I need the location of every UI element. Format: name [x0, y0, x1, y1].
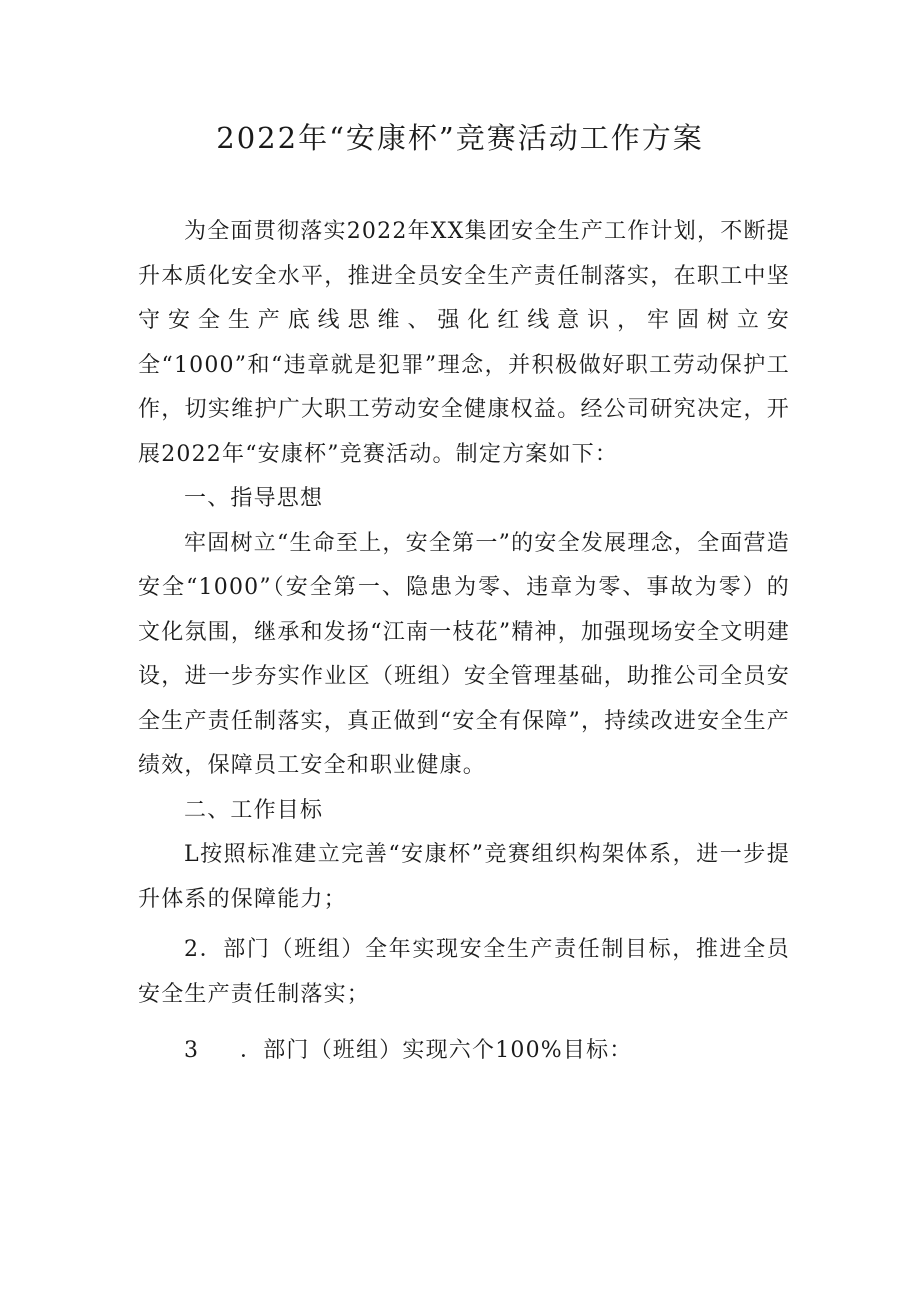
guiding-ideology-paragraph: 牢固树立“生命至上，安全第一”的安全发展理念，全面营造安全“1000”（安全第一、隐患为零、违章为零、事故为零）的文化氛围，继承和发扬“江南一枝花”精神，加强现场安全文明建设，进一步夯实作业区（班组）安全管理基础，助推公司全员安全生产责任制落实，真正做到“安全有保障”，持续改进安全生产绩效，保障员工安全和职业健康。 [138, 530, 790, 778]
goal-item-3 [138, 1029, 790, 1074]
goal-item-3-text: ．部门（班组）实现六个100%目标： [240, 1038, 633, 1063]
goal-item-3-number: 3 [184, 1038, 200, 1063]
goal-item-2: 2．部门（班组）全年实现安全生产责任制目标，推进全员安全生产责任制落实； [138, 937, 790, 1007]
section-heading-guiding-ideology: 一、指导思想 [184, 486, 324, 511]
intro-paragraph: 为全面贯彻落实2022年XX集团安全生产工作计划，不断提升本质化安全水平，推进全员安全生产责任制落实，在职工中坚守安全生产底线思维、强化红线意识，牢固树立安全“1000”和“违章就是犯罪”理念，并积极做好职工劳动保护工作，切实维护广大职工劳动安全健康权益。经公司研究决定，开展2022年“安康杯”竞赛活动。制定方案如下： [138, 219, 790, 467]
section-heading-work-goals: 二、工作目标 [184, 797, 324, 823]
document-title: 2022年“安康杯”竞赛活动工作方案 [216, 121, 704, 155]
goal-item-1: L按照标准建立完善“安康杯”竞赛组织构架体系，进一步提升体系的保障能力； [138, 842, 790, 912]
document-body [138, 210, 790, 1074]
